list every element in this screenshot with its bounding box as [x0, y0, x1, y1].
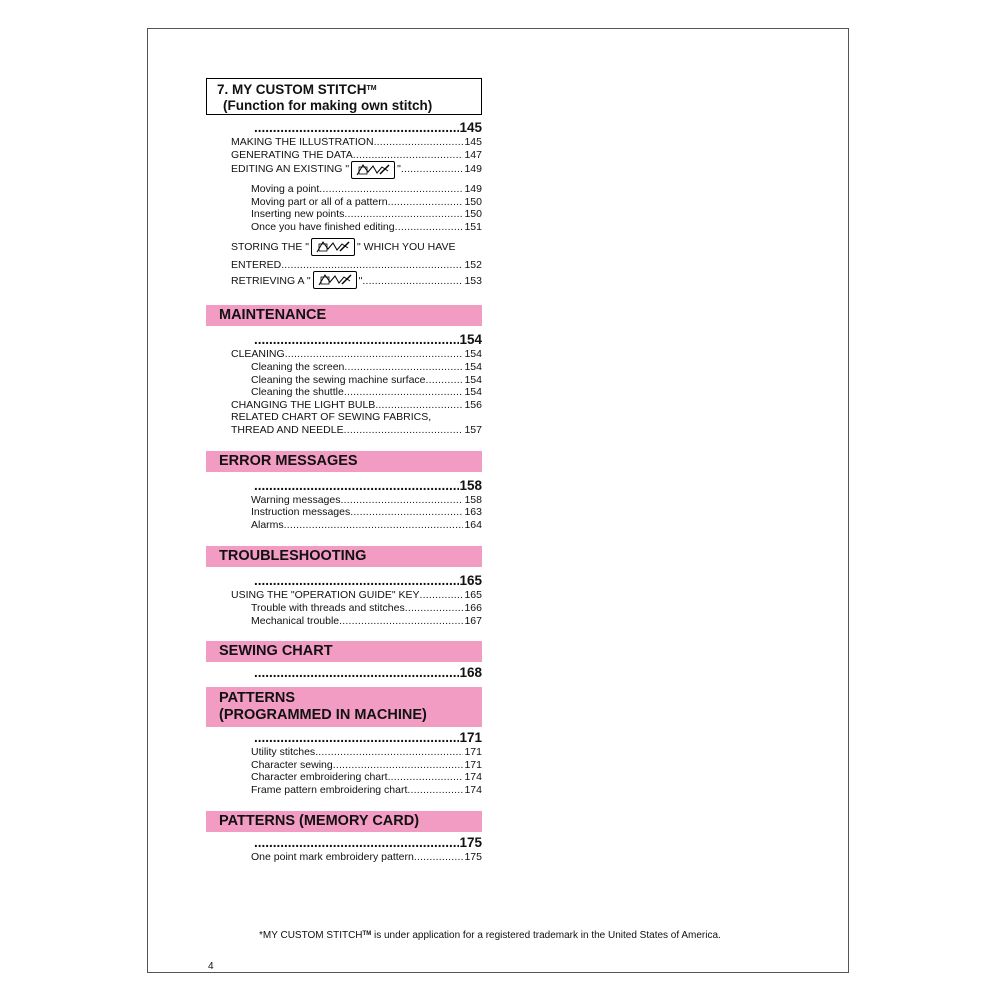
- toc-subentry: Warning messages ..... 158: [251, 494, 482, 507]
- section-maintenance: [206, 305, 482, 436]
- section-heading: [206, 78, 482, 115]
- section-error-messages: [206, 451, 482, 532]
- toc-subentry: Cleaning the shuttle ..... 154: [251, 386, 482, 399]
- trademark-mark: TM: [366, 85, 377, 92]
- toc-subentry: Character sewing ..... 171: [251, 759, 482, 772]
- toc-subentry: Once you have finished editing ..... 151: [251, 221, 482, 234]
- section-page-line: [254, 730, 482, 746]
- toc-entry: MAKING THE ILLUSTRATION ..... 145: [231, 136, 482, 149]
- section-heading: [206, 687, 482, 727]
- section-heading: TROUBLESHOOTING: [206, 546, 482, 567]
- toc-entry: ENTERED ..... 152: [231, 259, 482, 272]
- toc-subentry: Alarms ..... 164: [251, 519, 482, 532]
- section-page-line: [254, 120, 482, 136]
- heading-line-1: PATTERNS: [219, 690, 295, 707]
- section-sewing-chart: [206, 641, 482, 681]
- section-page-number: 171: [459, 730, 482, 746]
- toc-subentry: Utility stitches ..... 171: [251, 746, 482, 759]
- toc-subentry: Moving a point ..... 149: [251, 183, 482, 196]
- section-heading: SEWING CHART: [206, 641, 482, 662]
- toc-subentry: Trouble with threads and stitches ..... 166: [251, 602, 482, 615]
- toc-subentry: Instruction messages ..... 163: [251, 506, 482, 519]
- section-page-number: 175: [459, 835, 482, 851]
- section-page-line: [254, 573, 482, 589]
- toc-subentry: Frame pattern embroidering chart ..... 174: [251, 784, 482, 797]
- custom-stitch-pattern-icon: [313, 271, 357, 289]
- section-page-line: [254, 332, 482, 348]
- heading-line-2: (PROGRAMMED IN MACHINE): [219, 707, 427, 724]
- section-page-line: [254, 835, 482, 851]
- section-page-number: 165: [459, 573, 482, 589]
- toc-subentry: Character embroidering chart ..... 174: [251, 771, 482, 784]
- section-page-number: 158: [459, 477, 482, 493]
- page-number: 4: [208, 961, 214, 972]
- toc-entry-storing: STORING THE " " WHICH YOU HAVE: [231, 238, 482, 256]
- custom-stitch-pattern-icon: [351, 161, 395, 179]
- heading-line-2: (Function for making own stitch): [223, 98, 433, 113]
- toc-entry: CLEANING ..... 154: [231, 348, 482, 361]
- toc-subentry: Cleaning the sewing machine surface ..... 154: [251, 374, 482, 387]
- toc-subentry: Cleaning the screen ..... 154: [251, 361, 482, 374]
- section-page-number: 154: [459, 332, 482, 348]
- custom-stitch-pattern-icon: [311, 238, 355, 256]
- table-of-contents: [206, 78, 482, 864]
- section-page-number: 145: [459, 120, 482, 135]
- section-heading: ERROR MESSAGES: [206, 451, 482, 472]
- toc-entry-line: RELATED CHART OF SEWING FABRICS,: [231, 411, 432, 424]
- section-page-line: [254, 478, 482, 494]
- toc-entry: USING THE "OPERATION GUIDE" KEY ..... 165: [231, 589, 482, 602]
- trademark-footnote: *MY CUSTOM STITCH™ is under application for a registered trademark in the United States of America.: [259, 930, 721, 941]
- toc-entry-retrieving: RETRIEVING A " " ..... 153: [231, 271, 482, 291]
- heading-line-1: 7. MY CUSTOM STITCH: [217, 82, 367, 97]
- section-patterns-programmed: [206, 687, 482, 796]
- toc-entry: CHANGING THE LIGHT BULB ..... 156: [231, 399, 482, 412]
- section-patterns-memory-card: [206, 811, 482, 864]
- toc-subentry: One point mark embroidery pattern ..... 175: [251, 851, 482, 864]
- section-page-number: 168: [459, 665, 482, 681]
- section-troubleshooting: [206, 546, 482, 627]
- toc-entry: THREAD AND NEEDLE ..... 157: [231, 424, 482, 437]
- toc-subentry: Inserting new points ..... 150: [251, 208, 482, 221]
- section-heading: MAINTENANCE: [206, 305, 482, 326]
- toc-subentry: Mechanical trouble ..... 167: [251, 615, 482, 628]
- section-heading: PATTERNS (MEMORY CARD): [206, 811, 482, 832]
- toc-subentry: Moving part or all of a pattern ..... 150: [251, 196, 482, 209]
- section-page-line: [254, 665, 482, 681]
- toc-entry: GENERATING THE DATA ..... 147: [231, 149, 482, 162]
- toc-entry-editing: EDITING AN EXISTING " " ..... 149: [231, 161, 482, 179]
- section-my-custom-stitch: [206, 78, 482, 291]
